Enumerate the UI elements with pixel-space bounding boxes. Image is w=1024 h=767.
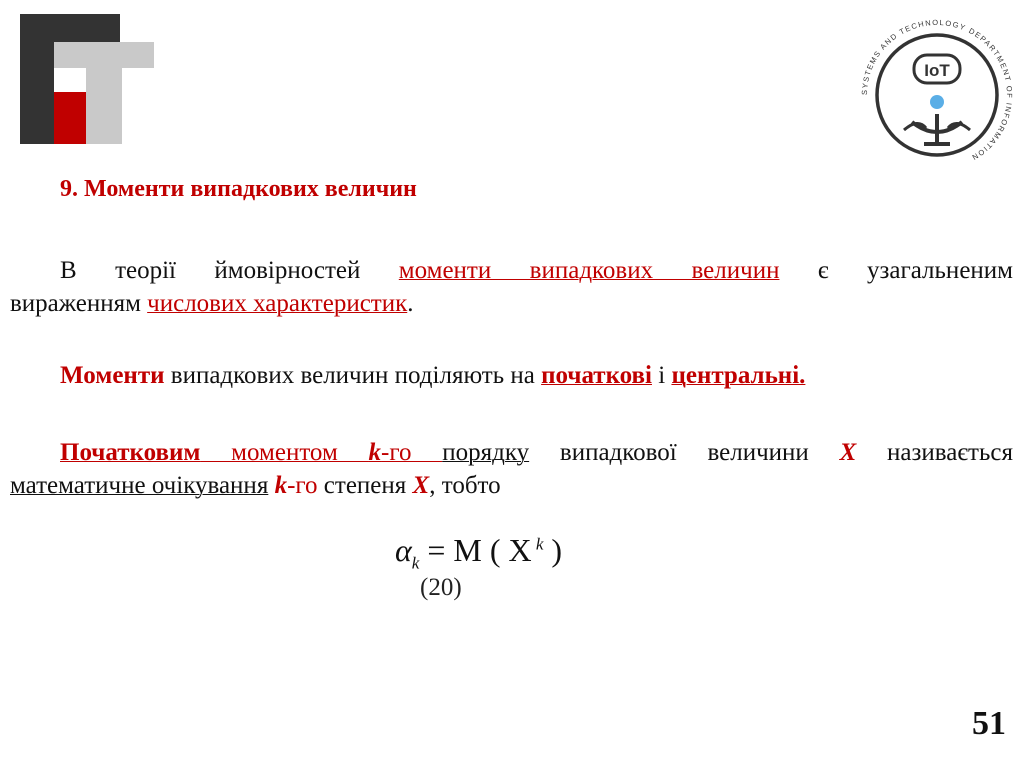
p2-moments: Моменти <box>60 362 165 389</box>
p1-text-1: В теорії ймовірностей <box>60 257 399 284</box>
iot-text: IoT <box>924 61 950 80</box>
link-moments[interactable]: моменти випадкових величин <box>398 257 780 284</box>
iot-ring-text: SYSTEMS AND TECHNOLOGY DEPARTMENT OF INFORMATION <box>859 17 1015 163</box>
p3-expectation[interactable]: математичне очікування <box>10 472 269 499</box>
link-central[interactable]: центральні. <box>671 362 806 389</box>
p2-text-2: і <box>651 362 672 389</box>
p3-k1: k <box>368 439 382 466</box>
p3-order: порядку <box>442 439 530 466</box>
p3-x2: X <box>412 472 430 499</box>
p3-go: -го <box>381 439 443 466</box>
ft-logo <box>20 14 155 144</box>
p3-text-1: випадкової величини <box>529 439 840 466</box>
section-title: 9. Моменти випадкових величин <box>60 176 417 202</box>
p3-text-2: називається <box>856 439 1013 466</box>
paragraph-initial-moment <box>10 436 1013 502</box>
iot-department-logo <box>852 10 1022 180</box>
page-number: 51 <box>972 705 1006 742</box>
p1-text-3: вираженням <box>10 290 148 317</box>
p3-k2: k <box>274 472 288 499</box>
paragraph-definition <box>10 254 1013 320</box>
p3-text-4: степеня <box>317 472 413 499</box>
p1-text-4: . <box>407 290 414 317</box>
equation-number: (20) <box>420 574 462 601</box>
p3-text-5: , тобто <box>429 472 501 499</box>
p3-moment: моментом <box>200 439 369 466</box>
link-numerical-characteristics[interactable]: числових характеристик <box>147 290 408 317</box>
p3-initial[interactable]: Початковим <box>60 439 201 466</box>
formula-initial-moment: $\alpha_k = M$ ( X $^k$ ) <box>395 532 563 573</box>
p1-text-2: є узагальненим <box>779 257 1013 284</box>
p2-text-1: випадкових величин поділяють на <box>164 362 542 389</box>
link-initial[interactable]: початкові <box>541 362 652 389</box>
p3-go2: -го <box>287 472 318 499</box>
p3-x1: X <box>839 439 857 466</box>
paragraph-classification <box>10 359 1013 392</box>
